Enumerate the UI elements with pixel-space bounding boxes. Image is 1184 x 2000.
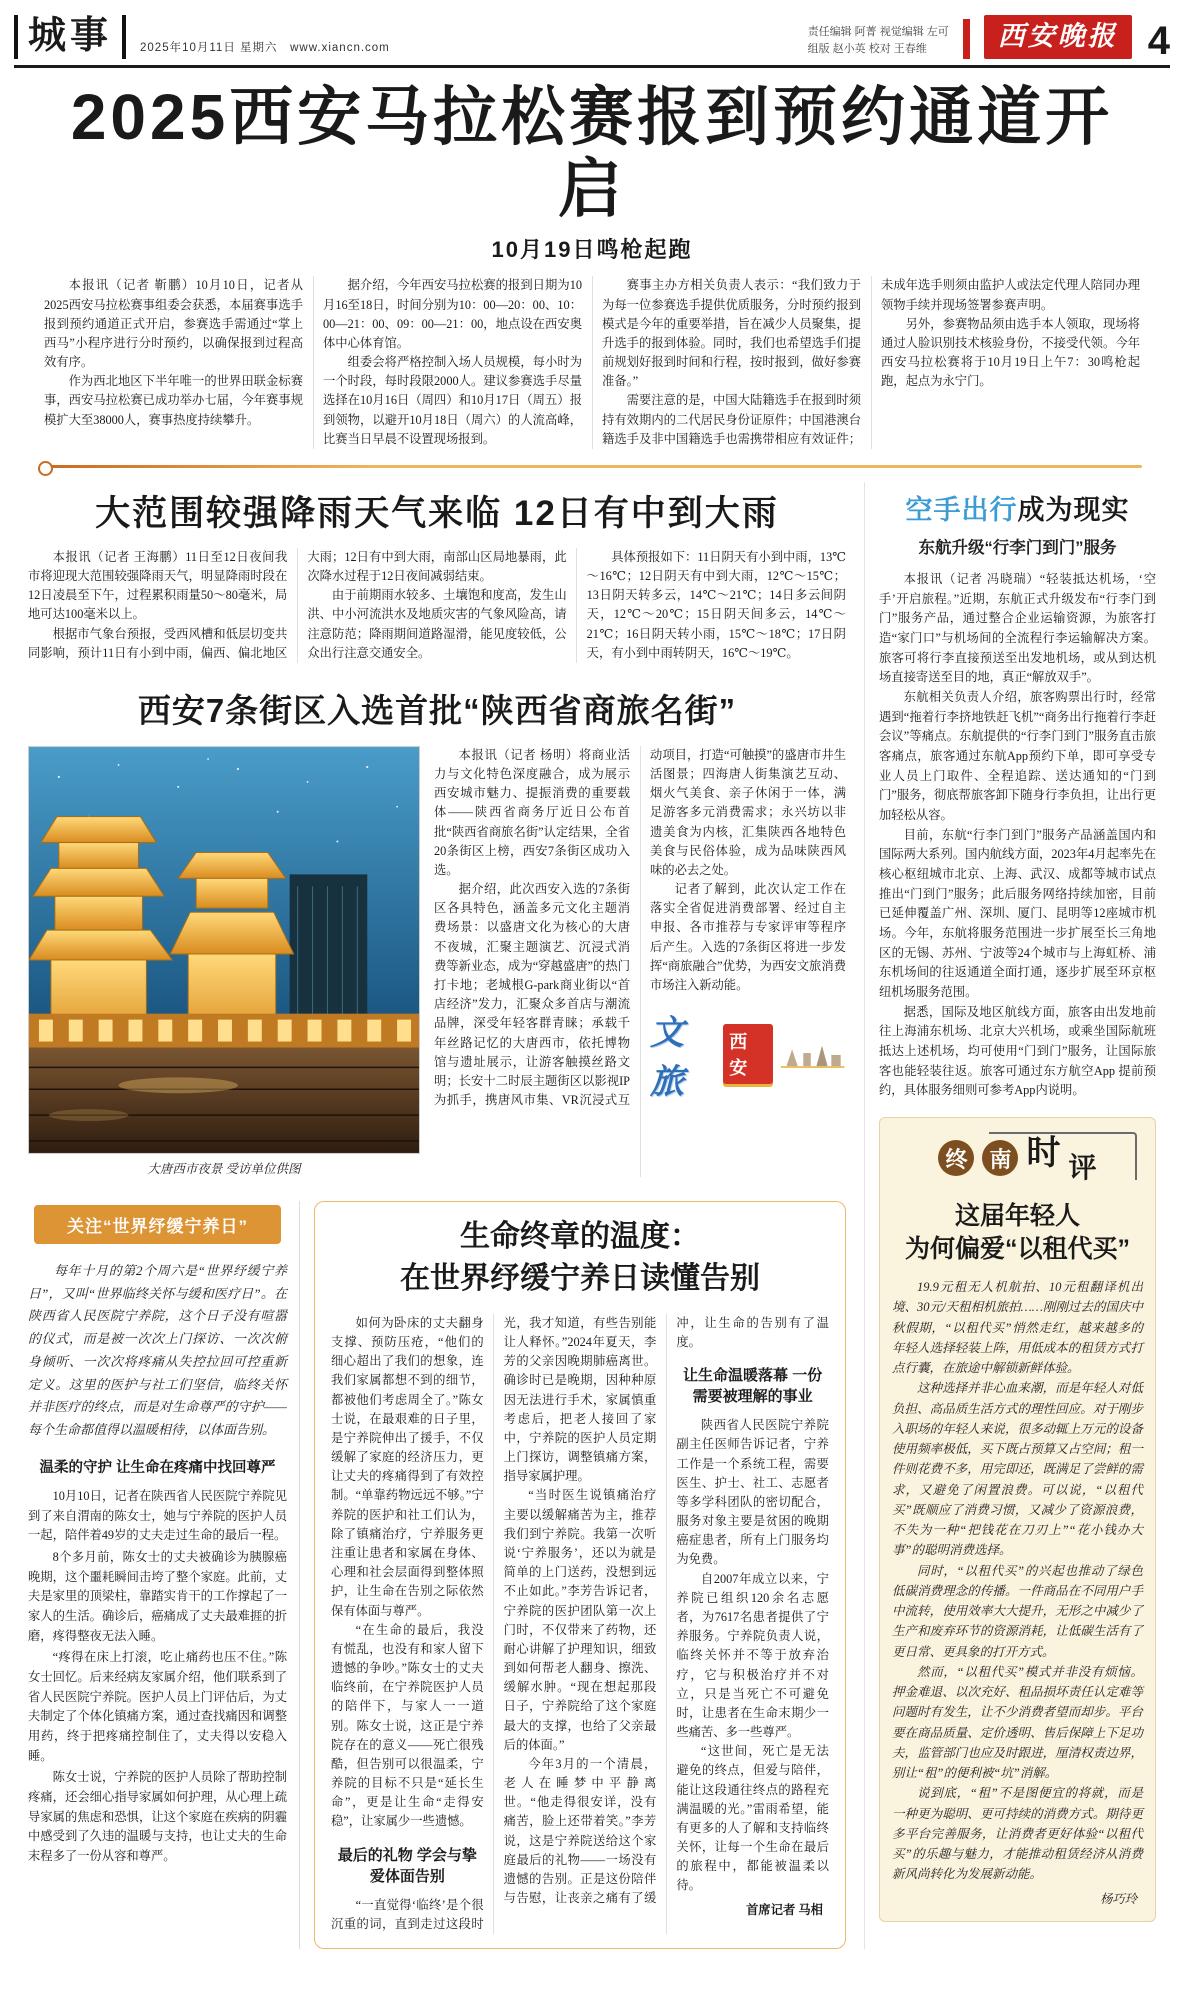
stamp-wenlv-text: 文旅: [650, 1015, 686, 1102]
editors-line-1: 责任编辑 阿菁 视觉编辑 左可: [807, 26, 949, 38]
section-name: 城事: [14, 15, 126, 59]
weather-para: 由于前期雨水较多、土壤饱和度高，发生山洪、中小河流洪水及地质灾害的气象风险高，请注意防范；降雨期间道路湿滑，能见度较低，公众出行注意交通安全。: [307, 588, 567, 660]
logo-shi: 时: [1026, 1134, 1061, 1173]
marathon-para: 本报讯（记者 靳鹏）10月10日，记者从2025西安马拉松赛事组委会获悉，本届赛事选手报到预约通道正式开启，参赛选手需通过“掌上西马”小程序进行分时预约，以确保报到过程高效有序。: [44, 278, 303, 370]
hospice-para: “这世间，死亡是无法避免的终点，但爱与陪伴，能让这段通往终点的路程充满温暖的光。”雷雨希望，能有更多的人了解和支持临终关怀，让每一个生命在最后的旅程中，都能被温柔以待。: [676, 1744, 829, 1893]
commentary-byline: 杨巧玲: [1100, 1891, 1137, 1906]
hospice-para: “一直觉得‘临终’是个很沉重的词，直到走过这段时光，我才知道，有些告别能让人释怀。”2024年夏天，李芳的父亲因晚期肺癌离世。确诊时已是晚期，因种种原因无法进行手术，家属慎重考虑后，把老人接回了家中，宁养院的医护人员定期上门探访，调整镇痛方案，指导家属护理。: [331, 1315, 657, 1931]
commentary-title-line2: 为何偏爱“以租代买”: [904, 1234, 1130, 1263]
hospice-intro: 每年十月的第2个周六是“世界纾缓宁养日”，又叫“世界临终关怀与缓和医疗日”。在陕西省人民医院宁养院，这个日子没有喧嚣的仪式，而是被一次次上门探访、一次次俯身倾听、一次次将疼痛从失控拉回可控重新定义。这里的医护与社工们坚信，临终关怀并非医疗的终点，而是对生命尊严的守护——每个生命都值得以温暖相待，以体面告别。: [28, 1262, 287, 1438]
commentary-title: [892, 1200, 1143, 1265]
hospice-headline-line1: 生命终章的温度：: [460, 1219, 700, 1253]
donghang-title-highlight: 空手出行: [905, 494, 1018, 525]
commentary-title-line1: 这届年轻人: [954, 1202, 1080, 1231]
hospice-para: “当时医生说镇痛治疗主要以缓解痛苦为主，推荐我们到宁养院。我第一次听说‘宁养服务’，还以为就是简单的上门送药，没想到远不止如此。”李芳告诉记者，宁养院的医护团队第一次上门时，不仅带来了药物，还耐心讲解了护理知识，细致到如何帮老人翻身、擦洗、缓解水肿。“现在想起那段日子，宁养院给了这个家庭最大的支撑，也给了父亲最后的体面。”: [503, 1488, 657, 1752]
weather-headline: 大范围较强降雨天气来临 12日有中到大雨: [95, 493, 779, 533]
weather-para: 具体预报如下：11日阴天有小到中雨，13℃～16℃；12日阴天有中到大雨，12℃～15℃；13日阴天转多云，14℃～21℃；14日多云间阴天，12℃～20℃；15日阴天间多云，14℃～21℃；16日阴天转小雨，15℃～18℃；17日阴天，有小到中雨转阴天，16℃～19℃。: [586, 549, 846, 660]
streets-para: 记者了解到，此次认定工作在落实全省促进消费部署、经过自主申报、各市推荐与专家评审等程序后产生。入选的7条街区将进一步发挥“商旅融合”优势，为西安文旅消费市场注入新动能。: [650, 882, 846, 992]
commentary-para: 这种选择并非心血来潮，而是年轻人对低负担、高品质生活方式的理性回应。对于刚步入职场的年轻人来说，很多动辄上万元的设备使用频率极低，买下既占预算又占空间；租一件则花费不多，用完即还，既满足了尝鲜的需求，又避免了闲置浪费。可以说，“以租代买”既顺应了消费习惯，又减少了资源浪费，不失为一种“把钱花在刀刃上”“花小钱办大事”的聪明消费选择。: [892, 1381, 1143, 1558]
article-donghang: [879, 482, 1156, 1101]
editors-line-2: 组版 赵小英 校对 王春维: [807, 42, 927, 55]
dateline: [140, 39, 390, 59]
weather-para: 根据市气象台预报，受西风槽和低层切变共同影响，预计11日有小到中雨，偏西、偏北地区大雨；12日有中到大雨，南部山区局地暴雨，此次降水过程于12日夜间减弱结束。: [28, 549, 567, 660]
commentary-para: 然而，“以租代买”模式并非没有烦恼。押金难退、以次充好、租品损坏责任认定难等问题时有发生，让不少消费者望而却步。平台要在商品质量、定价透明、售后保障上下足功夫，监管部门也应及时跟进，厘清权责边界，别让“租”的便利被“坑”消解。: [892, 1664, 1143, 1781]
marathon-para: 作为西北地区下半年唯一的世界田联金标赛事，西安马拉松赛已成功举办七届，今年赛事规模扩大至38000人，赛事热度持续攀升。: [44, 374, 303, 427]
commentary-para: 说到底，“租”不是图便宜的将就，而是一种更为聪明、更可持续的消费方式。期待更多平台完善服务，让消费者更好体验“以租代买”的乐趣与魅力，才能推动租赁经济从消费新风尚转化为发展新动能。: [892, 1786, 1143, 1882]
article-marathon: [14, 68, 1170, 449]
section-divider: [42, 465, 1142, 468]
zhongnan-shiping-logo: [892, 1130, 1143, 1192]
stamp-xian-text: 西安: [723, 1024, 772, 1084]
hospice-main-article: [314, 1201, 846, 1949]
donghang-para: 东航相关负责人介绍，旅客购票出行时，经常遇到“拖着行李挤地铁赶飞机”“商务出行拖着行李赶会议”等痛点。东航提供的“行李门到门”服务直击旅客痛点，旅客通过东航App预约下单，即可享受专业人员上门取件、全程追踪、送达通知的“门到门”服务，彻底帮旅客卸下随身行李负担，让出行更加轻松从容。: [879, 689, 1156, 822]
donghang-subtitle: 东航升级“行李门到门”服务: [918, 538, 1117, 557]
logo-circle-zhong: 终: [938, 1140, 974, 1176]
article-weather: [28, 486, 846, 663]
stamp-skyline-icon: [779, 1037, 846, 1071]
donghang-para: 目前，东航“行李门到门”服务产品涵盖国内和国际两大系列。国内航线方面，2023年4月起率先在核心枢纽城市北京、上海、武汉、成都等城市试点推出“门到门”服务；此后服务网络持续加密，目前已延伸覆盖广州、深圳、厦门、昆明等12座城市机场。今年，东航将服务范围进一步扩展至长三角地区的无锡、苏州、宁波等24个城市与上海虹桥、浦东机场间的往返通道全面打通，逐步扩展至环京枢纽机场服务范围。: [879, 827, 1156, 999]
hospice-para: 自2007年成立以来，宁养院已组织120余名志愿者，为7617名患者提供了宁养服务。宁养院负责人说，临终关怀并不等于放弃治疗，它与积极治疗并不对立，只是当死亡不可避免时，让患者在生命末期少一些痛苦、多一些尊严。: [676, 1571, 829, 1740]
marathon-headline: 2025西安马拉松赛报到预约通道开启: [70, 81, 1114, 225]
editors-block: [808, 24, 949, 59]
streets-photo-figure: [28, 746, 420, 1177]
wenlv-xian-stamp: [650, 1005, 846, 1103]
hospice-para: 今年3月的一个清晨，老人在睡梦中平静离世。“他走得很安详，没有痛苦，脸上还带着笑。”李芳说，这是宁养院送给这个家庭最后的礼物——一场没有遗憾的告别。正是这份陪伴与告慰，让丧亲之痛有了缓冲，让生命的告别有了温度。: [503, 1315, 829, 1906]
marathon-para: 需要注意的是，中国大陆籍选手在报到时须持有效期内的二代居民身份证原件；中国港澳台籍选手及非中国籍选手也需携带相应有效证件；未成年选手则须由监护人或法定代理人陪同办理领物手续并现场签署参赛声明。: [602, 278, 1140, 446]
streets-para: 据介绍，此次西安入选的7条街区各具特色，涵盖多元文化主题消费场景：以盛唐文化为核心的大唐不夜城，汇聚主题演艺、沉浸式消费等新业态，成为“穿越盛唐”的热门打卡地；老城根G-park商业街以“首店经济”发力，汇聚众多首店与潮流品牌，深受年轻客群青睐；承载千年丝路记忆的大唐西市，依托博物馆与遗址展示，让游客触摸丝路文明；长安十二时辰主题街区以影视IP为抓手，携唐风市集、VR沉浸式互动项目，打造“可触摸”的盛唐市井生活图景；四海唐人街集演艺互动、烟火气美食、亲子休闲于一体，满足游客多元消费需求；永兴坊以非遗美食为内核，汇集陕西各地特色美食与民俗体验，成为品味陕西风味的必去之处。: [434, 747, 846, 1108]
commentary-para: 19.9元租无人机航拍、10元租翻译机出境、30元/天租相机旅拍……刚刚过去的国庆中秋假期，“以租代买”悄然走红，越来越多的年轻人选择轻装上阵，用低成本的租赁方式打点行囊，在旅途中解锁新鲜体验。: [892, 1280, 1143, 1376]
hospice-para: 如何为卧床的丈夫翻身支撑、预防压疮，“他们的细心超出了我们的想象，连我们家属都想不到的细节，都被他们考虑周全了。”陈女士说，在最艰难的日子里，是宁养院伸出了援手，不仅缓解了家庭的经济压力，更让丈夫的疼痛得到了有效控制。“单靠药物远远不够。”宁养院的医护和社工们认为，除了镇痛治疗，宁养服务更注重让患者和家属在身体、心理和社会层面得到整体照护，让生命在告别之际依然保有体面与尊严。: [331, 1315, 484, 1618]
marathon-para: 另外，参赛物品须由选手本人领取，现场将通过人脸识别技术核验身份，不接受代领。今年西安马拉松赛将于10月19日上午7：30鸣枪起跑，起点为永宁门。: [881, 316, 1140, 389]
marathon-body: [44, 276, 1140, 449]
hospice-headline: [331, 1216, 829, 1300]
marathon-para: 据介绍，今年西安马拉松赛的报到日期为10月16至18日，时间分别为10：00—20：00、10：00—21：00、09：00—21：00，地点设在西安奥体中心体育馆。: [323, 278, 582, 350]
masthead-logo: 西安晚报: [984, 15, 1132, 59]
commentary-box: [879, 1117, 1156, 1922]
marathon-para: 赛事主办方相关负责人表示：“我们致力于为每一位参赛选手提供优质服务，分时预约报到模式是今年的重要举措，旨在减少人员聚集，提升选手的报到体验。同时，我们也希望选手们提前规划好报到时间和行程，按时报到，做好参赛准备。”: [602, 278, 861, 389]
hospice-subhead-1: 最后的礼物 学会与挚爱体面告别: [337, 1846, 477, 1885]
logo-ping: 评: [1068, 1152, 1097, 1184]
donghang-title-rest: 成为现实: [1017, 494, 1130, 525]
article-hospice: [28, 1201, 846, 1949]
hospice-headline-line2: 在世界纾缓宁养日读懂告别: [400, 1261, 760, 1295]
hospice-para: 陕西省人民医院宁养院副主任医师告诉记者，宁养工作是一个系统工程，需要医生、护士、社工、志愿者等多学科团队的密切配合，服务对象主要是贫困的晚期癌症患者，所有上门服务均为免费。: [676, 1418, 829, 1567]
hospice-sidebar: [28, 1201, 300, 1949]
hospice-side-para: 陈女士说，宁养院的医护人员除了帮助控制疼痛，还会细心指导家属如何护理，从心理上疏导家属的焦虑和恐惧，让这个家庭在疾病的阴霾中感受到了久违的温暖与支持，也让丈夫的生命末程多了一份从容和尊严。: [28, 1770, 287, 1864]
hospice-side-para: “疼得在床上打滚，吃止痛药也压不住。”陈女士回忆。后来经病友家属介绍，他们联系到了省人民医院宁养院。医护人员上门评估后，为丈夫制定了个体化镇痛方案，通过查找痛因和调整用药，终于把疼痛控制住了，丈夫得以安稳入睡。: [28, 1650, 287, 1763]
masthead-bar: [963, 19, 970, 59]
hospice-byline: 首席记者 马相: [746, 1902, 823, 1917]
hospice-side-para: 10月10日，记者在陕西省人民医院宁养院见到了来自渭南的陈女士，她与宁养院的医护人员一起，陪伴着49岁的丈夫走过生命的最后一程。: [28, 1488, 287, 1543]
streets-para: 本报讯（记者 杨明）将商业活力与文化特色深度融合，成为展示西安城市魅力、提振消费的重要载体——陕西省商务厅近日公布首批“陕西省商旅名街”认定结果，全省20条街区上榜，西安7条街区成功入选。: [434, 747, 630, 877]
commentary-para: 同时，“以租代买”的兴起也推动了绿色低碳消费理念的传播。一件商品在不同用户手中流转，使用效率大大提升，无形之中减少了生产和废弃环节的资源消耗，让低碳生活有了更日常、更具象的打开方式。: [892, 1563, 1143, 1659]
hospice-side-subhead: 温柔的守护 让生命在疼痛中找回尊严: [39, 1459, 276, 1476]
website-text: www.xiancn.com: [290, 42, 390, 54]
marathon-subtitle: 10月19日鸣枪起跑: [491, 237, 693, 263]
hospice-body: [331, 1314, 829, 1934]
hospice-side-para: 8个多月前，陈女士的丈夫被确诊为胰腺癌晚期，这个噩耗瞬间击垮了整个家庭。此前，丈夫是家里的顶梁柱，靠踏实肯干的工作撑起了一家人的生活。确诊后，癌痛成了丈夫最难捱的折磨，疼得整夜无法入睡。: [28, 1549, 287, 1643]
donghang-para: 本报讯（记者 冯晓瑞）“轻装抵达机场，‘空手’开启旅程。”近期，东航正式升级发布“行李门到门”服务产品，通过整合企业运输资源，为旅客打造“家门口”与机场间的全流程行李运输解决方案。旅客可将行李直接预送至出发地机场，或从到达机场直接寄送至目的地，真正“解放双手”。: [879, 571, 1156, 685]
right-rail: [864, 482, 1156, 1949]
weather-para: 本报讯（记者 王海鹏）11日至12日夜间我市将迎现大范围较强降雨天气，明显降雨时段在12日凌晨至下午，过程累积雨量50～80毫米，局地可达100毫米以上。: [28, 549, 288, 622]
page-header: [14, 10, 1170, 68]
streets-headline: 西安7条街区入选首批“陕西省商旅名街”: [137, 691, 737, 729]
article-streets: [28, 685, 846, 1177]
date-text: 2025年10月11日 星期六: [140, 42, 278, 54]
donghang-para: 据悉，国际及地区航线方面，旅客由出发地前往上海浦东机场、北京大兴机场，或乘坐国际航班抵达上述机场，均可使用“门到门”服务，让国际旅客也能轻装往返。旅客可通过东方航空App 提前预约，具体服务细则可参考App内说明。: [879, 1004, 1156, 1098]
page-number: 4: [1147, 19, 1170, 63]
hospice-subhead-2: 让生命温暖落幕 一份需要被理解的事业: [683, 1367, 823, 1406]
photo-caption: 大唐西市夜景 受访单位供图: [147, 1161, 301, 1176]
hospice-para: “在生命的最后，我没有慌乱，也没有和家人留下遗憾的争吵。”陈女士的丈夫临终前，在宁养院医护人员的陪伴下，与家人一一道别。陈女士说，这正是宁养院存在的意义——死亡很残酷，但告别可以很温柔，宁养院的目标不只是“延长生命”，更是让生命“走得安稳”，让家属少一些遗憾。: [331, 1622, 484, 1829]
marathon-para: 组委会将严格控制入场人员规模，每小时为一个时段，每时段限2000人。建议参赛选手尽量选择在10月16日（周四）和10月17日（周五）报到领物，以避开10月18日（周六）的人流高峰，比赛当日早晨不设置现场报到。: [323, 355, 582, 446]
donghang-title: [879, 488, 1156, 527]
hospice-topic-label: 关注“世界纾缓宁养日”: [34, 1205, 281, 1244]
streets-body: [434, 746, 846, 1177]
weather-body: [28, 548, 846, 663]
logo-circle-nan: 南: [982, 1140, 1018, 1176]
night-city-photo: [28, 746, 420, 1154]
